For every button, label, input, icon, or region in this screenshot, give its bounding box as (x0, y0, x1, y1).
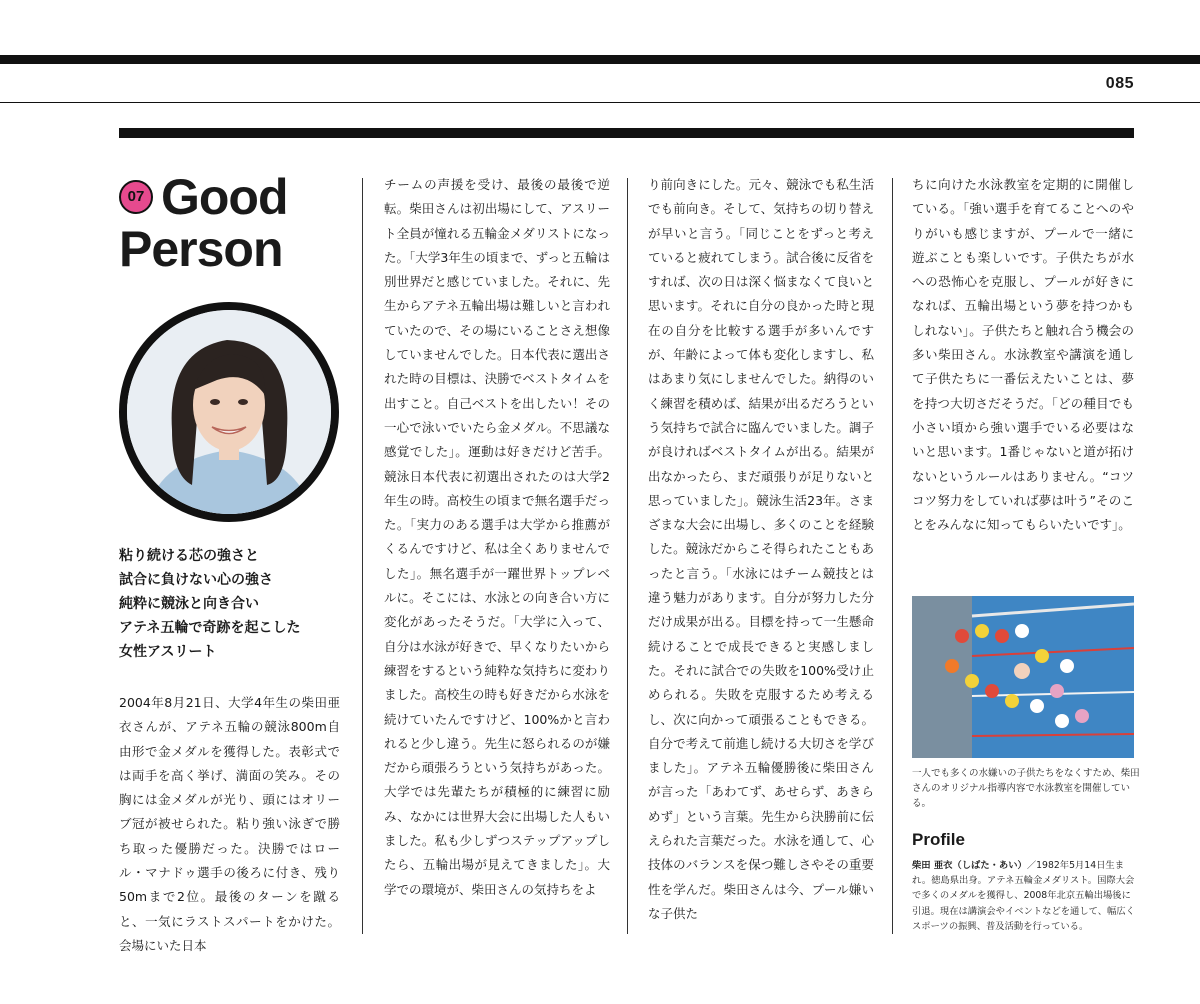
profile-name: 柴田 亜衣（しばた・あい） (912, 860, 1027, 871)
column-divider (362, 178, 363, 934)
lead-line: 粘り続ける芯の強さと (119, 548, 259, 564)
pool-illustration (912, 596, 1134, 758)
lead-line: 純粋に競泳と向き合い (119, 596, 259, 612)
section-title (119, 169, 359, 277)
body-column-3: り前向きにした。元々、競泳でも私生活でも前向き。そして、気持ちの切り替えが早いと言う。「同じことをずっと考えていると疲れてしまう。試合後に反省をすれば、次の日は深く悩まなくて良いと思います。それに自分の良かった時と現在の自分を比較する選手が多いんですが、年齢によって体も変化しますし、私はあまり気にしませんでした。納得のいく練習を積めば、結果が出るだろうという気持ちで試合に臨んでいました。調子が良ければベストタイムが出る。結果が出なかったら、まだ頑張りが足りないと思っていました」。競泳生活23年。さまざまな大会に出場し、多くのことを経験した。競泳だからこそ得られたこともあったと言う。「水泳にはチーム競技とは違う魅力があります。自分が努力した分だけ成果が出る。目標を持って一生懸命続けることで成長できると実感しました。それに試合での失敗を100%受け止められる。失敗を克服するため考えるし、次に向かって頑張ることもできる。自分で考えて前進し続ける大切さを学びました」。アテネ五輪優勝後に柴田さんが言った「あわてず、あせらず、あきらめず」という言葉。先生から決勝前に伝えられた言葉だった。水泳を通して、心技体のバランスを保つ難しさやその重要性を学んだ。柴田さんは今、プール嫌いな子供た (648, 177, 874, 921)
lead-line: 女性アスリート (119, 644, 217, 660)
profile-heading: Profile (912, 830, 965, 849)
title-line-2: Person (119, 221, 283, 277)
lead-line: 試合に負けない心の強さ (119, 572, 273, 588)
title-line-1: Good (161, 169, 288, 225)
body-column-4: ちに向けた水泳教室を定期的に開催している。「強い選手を育てることへのやりがいも感じますが、プールで一緒に遊ぶことも楽しいです。子供たちが水への恐怖心を克服し、プールが好きになれば、五輪出場という夢を持つかもしれない」。子供たちと触れ合う機会の多い柴田さん。水泳教室や講演を通して子供たちに一番伝えたいことは、夢を持つ大切さだそうだ。「どの種目でも小さい頃から強い選手でいる必要はないと思います。1番じゃないと道が拓けないというルールはありません。“コツコツ努力をしていれば夢は叶う”そのことをみんなに知ってもらいたいです」。 (912, 177, 1134, 533)
section-number-badge: 07 (119, 180, 153, 214)
column-divider (627, 178, 628, 934)
lead-line: アテネ五輪で奇跡を起こした (119, 620, 301, 636)
body-column-1: 2004年8月21日、大学4年生の柴田亜衣さんが、アテネ五輪の競泳800m自由形で金メダルを獲得した。表彰式では両手を高く挙げ、満面の笑み。その胸には金メダルが光り、頭にはオリーブ冠が被せられた。粘り強い泳ぎで勝ち取った優勝だった。決勝ではロール・マナドゥ選手の後ろに付き、残り50mまで2位。最後のターンを蹴ると、一気にラストスパートをかけた。会場にいた日本 (119, 695, 340, 953)
photo-caption: 一人でも多くの水嫌いの子供たちをなくすため、柴田さんのオリジナル指導内容で水泳教室を開催している。 (912, 768, 1140, 809)
lead-text (119, 544, 359, 664)
body-column-2: チームの声援を受け、最後の最後で逆転。柴田さんは初出場にして、アスリート全員が憧れる五輪金メダリストになった。「大学3年生の頃まで、ずっと五輪は別世界だと感じていました。それに、先生からアテネ五輪出場は難しいと言われていたので、その場にいることさえ想像していませんでした。日本代表に選出された時の目標は、決勝でベストタイムを出すこと。自己ベストを出したい！その一心で泳いでいたら金メダル。不思議な感覚でした」。運動は好きだけど苦手。競泳日本代表に初選出されたのは大学2年生の時。高校生の頃まで無名選手だった。「実力のある選手は大学から推薦がくるんですけど、私は全くありませんでした」。無名選手が一躍世界トップレベルに。そこには、水泳との向き合い方に変化があったそうだ。「大学に入って、自分は水泳が好きで、早くなりたいから練習をするという純粋な気持ちに変わりました。高校生の時も好きだから水泳を続けていたんですけど、100%かと言われると少し違う。先生に怒られるのが嫌だから頑張ろうという気持ちがあった。大学では先輩たちが積極的に練習に励み、なかには世界大会に出場した人もいました。私も少しずつステップアップしたら、五輪出場が見えてきました」。大学での環境が、柴田さんの気持ちをよ (384, 177, 610, 897)
section-rule (119, 128, 1134, 138)
portrait-photo (119, 302, 339, 522)
page-number: 085 (1105, 75, 1134, 92)
column-divider (892, 178, 893, 934)
profile-text (912, 858, 1140, 934)
header-rule (0, 102, 1200, 103)
pool-photo (912, 596, 1134, 758)
profile-bio: ／1982年5月14日生まれ。徳島県出身。アテネ五輪金メダリスト。国際大会で多くのメダルを獲得し、2008年北京五輪出場後に引退。現在は講演会やイベントなどを通して、幅広くスポーツの振興、普及活動を行っている。 (912, 860, 1135, 932)
top-rule (0, 55, 1200, 64)
portrait-illustration (127, 310, 331, 514)
